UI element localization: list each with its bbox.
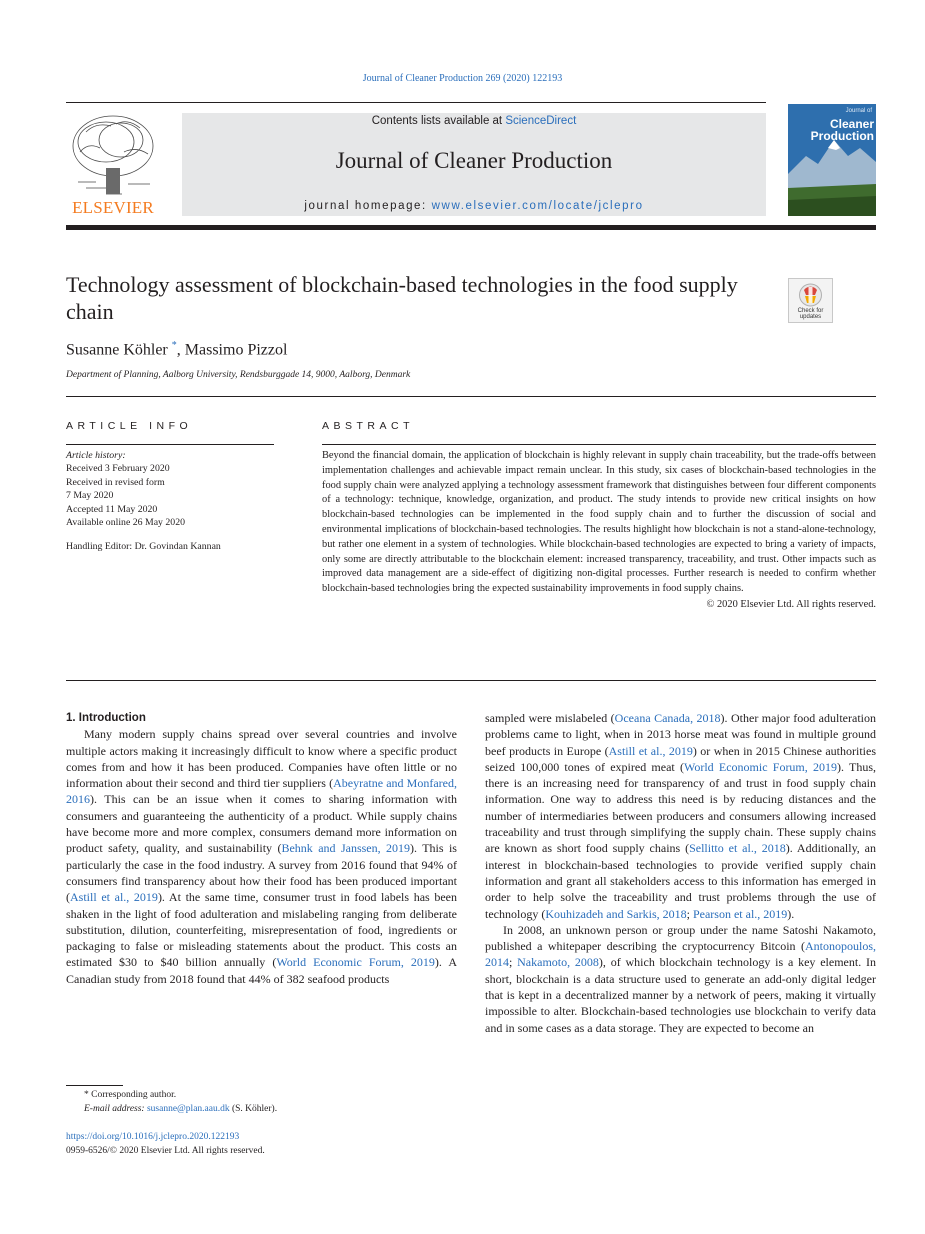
history-heading: Article history: — [66, 450, 126, 461]
citation-link[interactable]: Pearson et al., 2019 — [692, 906, 788, 921]
body-column-right — [485, 710, 876, 1036]
doi-link[interactable]: https://doi.org/10.1016/j.jclepro.2020.122193 — [66, 1132, 240, 1142]
citation-link[interactable]: Astill et al., 2019 — [608, 743, 693, 758]
journal-homepage-line: journal homepage: www.elsevier.com/locate/jclepro — [304, 200, 644, 212]
title-rule — [66, 396, 876, 397]
journal-homepage-link[interactable]: www.elsevier.com/locate/jclepro — [431, 200, 644, 212]
history-online: Available online 26 May 2020 — [66, 517, 185, 529]
check-for-updates-button[interactable] — [788, 278, 833, 323]
crossmark-label: Check for updates — [797, 308, 824, 320]
header-rule — [66, 102, 766, 103]
journal-name: Journal of Cleaner Production — [335, 148, 613, 173]
journal-banner — [182, 113, 766, 216]
history-accepted: Accepted 11 May 2020 — [66, 503, 158, 515]
history-received: Received 3 February 2020 — [66, 463, 170, 475]
citation-link[interactable]: Kouhizadeh and Sarkis, 2018 — [545, 906, 687, 921]
journal-citation-link[interactable]: Journal of Cleaner Production 269 (2020) 122193 — [362, 73, 563, 84]
header-thick-rule — [66, 225, 876, 230]
handling-editor: Handling Editor: Dr. Govindan Kannan — [66, 541, 221, 553]
article-info-rule — [66, 444, 274, 445]
article-title: Technology assessment of blockchain-based technologies in the food supply chain — [66, 272, 738, 324]
email-link[interactable]: susanne@plan.aau.dk — [146, 1103, 230, 1114]
article-info-heading: ARTICLE INFO — [66, 420, 193, 432]
email-note: E-mail address: susanne@plan.aau.dk (S. Köhler). — [84, 1103, 278, 1114]
abstract-body — [322, 449, 876, 613]
author-name: Massimo Pizzol — [184, 341, 288, 359]
sciencedirect-link[interactable]: ScienceDirect — [505, 115, 577, 127]
issn-copyright: 0959-6526/© 2020 Elsevier Ltd. All rights reserved. — [66, 1145, 265, 1156]
cover-title: Cleaner Production — [810, 117, 874, 143]
article-history — [66, 449, 276, 554]
doi-block — [66, 1131, 265, 1158]
abstract-text: Beyond the financial domain, the application of blockchain is highly relevant in supply chain traceability, but the trade-offs between implementation challenges and achievable impact remain unclear. In this study, six cases of blockchain-based technologies in the food supply chain were analyzed applying a technology assessment framework that distinguishes between four different components of a technology: technique, knowledge, organization, and product. The study intends to provide new critical insights on how blockchain-based technologies can be implemented in the food supply chain and to further the discussion of social and environmental implications of blockchain-based technologies. The results highlight how blockchain is not a stand-alone-technology, but rather one element in a system of technologies. While blockchain-based technologies are expected to bring a variety of impacts, only some are directly attributable to the blockchain element: increased transparency, traceability, and trust. Other impacts such as improved data management are a side-effect of digitizing non-digital processes. Further research is needed to confirm whether blockchain-based technologies bring the expected sustainability improvements in food supply chains. — [322, 450, 876, 595]
section-heading-introduction: 1. Introduction — [66, 712, 146, 724]
citation-link[interactable]: Abeyratne and Monfared, 2016 — [66, 776, 457, 807]
citation-link[interactable]: World Economic Forum, 2019 — [276, 955, 435, 970]
body-column-left — [66, 710, 457, 987]
body-paragraph: In 2008, an unknown person or group under the name Satoshi Nakamoto, published a whitepaper describing the cryptocurrency Bitcoin (Antonopoulos, 2014; Nakamoto, 2008), of which blockchain technology is a key element. In short, blockchain is a data structure used to generate an add-only digital ledger that is kept in a decentralized manner by a network of peers, making it virtually impossible to alter. Blockchain-based technologies use blockchain to verify data and in some cases as a data storage. They are expected to become an — [485, 922, 876, 1035]
crossmark-icon — [789, 281, 832, 311]
abstract-bottom-rule — [66, 680, 876, 681]
citation-link[interactable]: Nakamoto, 2008 — [517, 955, 599, 970]
cover-small-text: Journal of — [845, 108, 872, 114]
journal-cover-image[interactable] — [788, 104, 876, 216]
citation-link[interactable]: Astill et al., 2019 — [70, 890, 158, 905]
history-revised: Received in revised form — [66, 476, 165, 488]
body-paragraph: Many modern supply chains spread over several countries and involve multiple actors making it increasingly difficult to know where a specific product comes from and how it has been produced. Companies have often little or no information about their second and third tier suppliers (Abeyratne and Monfared, 2016). This can be an issue when it comes to sharing information with consumers and guaranteeing the authenticity of a product. While supply chains have become more and more complex, consumers demand more information on product safety, quality, and sustainability (Behnk and Janssen, 2019). This is particularly the case in the food industry. A survey from 2016 found that 94% of consumers find transparency about how their food has been produced important (Astill et al., 2019). At the same time, consumer trust in food labels has been shaken in the light of food adulteration and mislabeling ranging from deliberate substitution, dilution, counterfeiting, misrepresentation of food, ingredients or packaging to false or misleading statements about the product. This costs an estimated $30 to $40 billion annually (World Economic Forum, 2019). A Canadian study from 2018 found that 44% of 382 seafood products — [66, 727, 457, 986]
footnote — [66, 1089, 466, 1116]
corresponding-author-note: * Corresponding author. — [84, 1090, 177, 1100]
elsevier-wordmark: ELSEVIER — [72, 198, 154, 217]
abstract-rule — [322, 444, 876, 445]
author-name: Susanne Köhler — [66, 341, 168, 359]
citation-link[interactable]: Sellitto et al., 2018 — [689, 841, 786, 856]
citation-link[interactable]: Antonopoulos, 2014 — [485, 939, 876, 970]
abstract-heading: ABSTRACT — [322, 420, 415, 432]
abstract-copyright: © 2020 Elsevier Ltd. All rights reserved. — [706, 598, 876, 610]
footnote-rule — [66, 1085, 123, 1086]
contents-line: Contents lists available at ScienceDirect — [371, 115, 577, 127]
author-list: Susanne Köhler *, Massimo Pizzol — [66, 340, 288, 359]
body-paragraph: sampled were mislabeled (Oceana Canada, 2018). Other major food adulteration problems came to light, when in 2013 horse meat was found in multiple ground beef products in Europe (Astill et al., 2019) or when in 2015 Chinese authorities seized 100,000 tones of expired meat (World Economic Forum, 2019). Thus, there is an increasing need for transparency of and trust in food supply chain information. One way to address this need is by reducing distances and the number of intermediaries between producers and consumers allowing increased traceability and trust through simplifying the supply chain. These supply chains are known as short food supply chains (Sellitto et al., 2018). Additionally, an interest in blockchain-based technologies to provide verified supply chain information and grant all stakeholders access to this information has emerged in order to help solve the traceability and trust problems through the use of technology (Kouhizadeh and Sarkis, 2018; Pearson et al., 2019). — [485, 711, 877, 921]
citation-link[interactable]: World Economic Forum, 2019 — [683, 759, 837, 774]
corresponding-author-mark[interactable]: * — [171, 340, 177, 351]
affiliation: Department of Planning, Aalborg University, Rendsburggade 14, 9000, Aalborg, Denmark — [66, 370, 411, 380]
history-revised-date: 7 May 2020 — [66, 490, 114, 502]
citation-link[interactable]: Behnk and Janssen, 2019 — [281, 841, 411, 856]
citation-link[interactable]: Oceana Canada, 2018 — [614, 711, 721, 725]
